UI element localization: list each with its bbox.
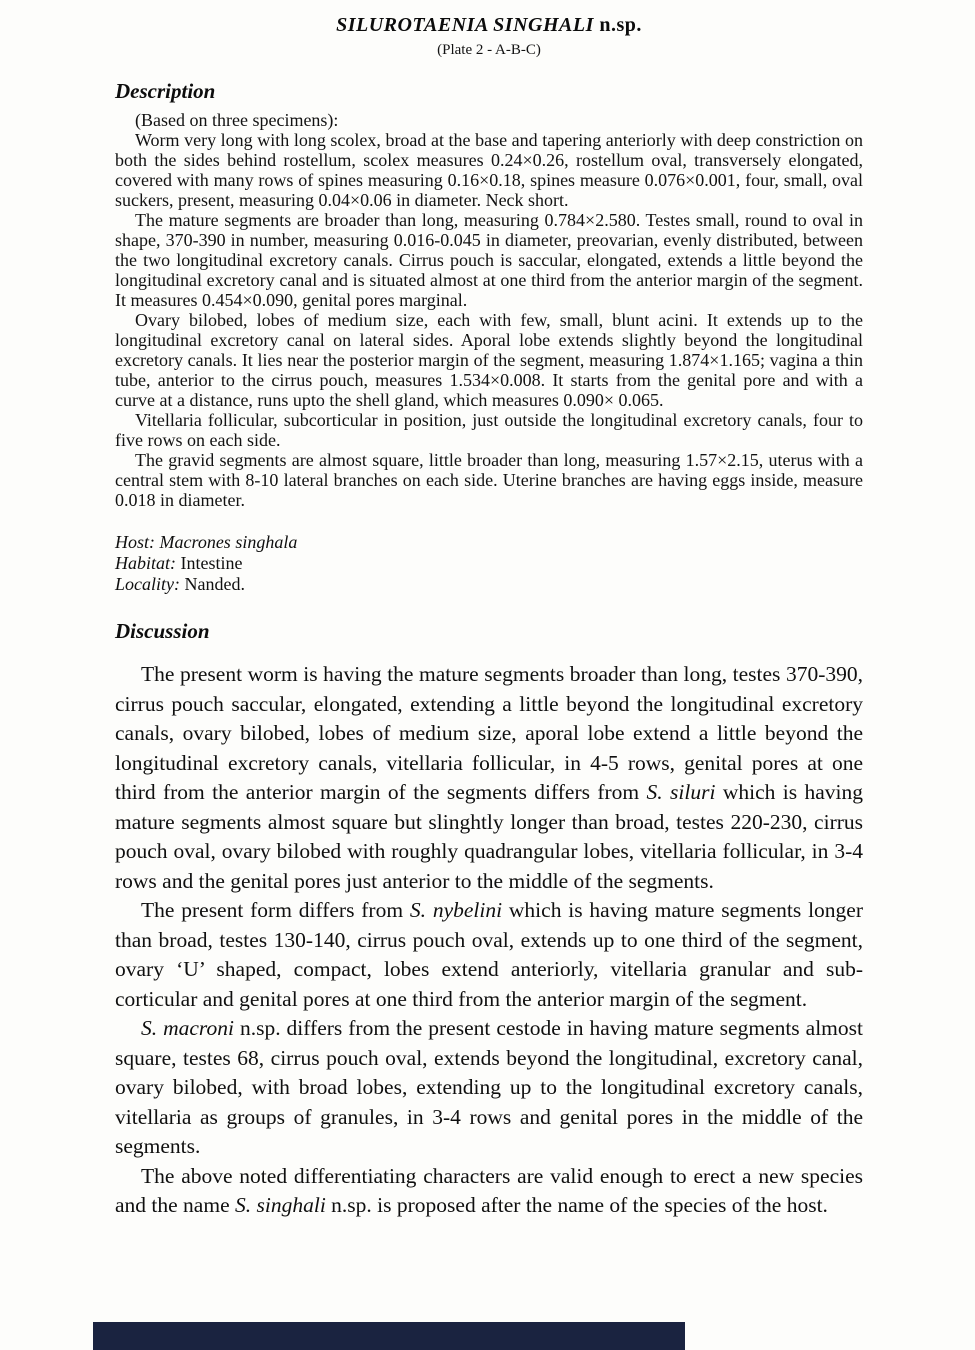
locality-label: Locality:	[115, 574, 180, 594]
description-section	[115, 110, 863, 510]
species-ref-siluri: S. siluri	[646, 780, 716, 804]
discussion-paragraph-2	[115, 896, 863, 1014]
host-habitat-locality-block	[115, 532, 863, 595]
page-content	[115, 10, 863, 1221]
discussion-p1-text-cont: which is having mature segments almost square but slinghtly longer than broad, testes 220-230, cirrus pouch oval, ovary bilobed with roughly quadrangular lobes, vitellaria follicular, in 3-4 rows and the genital pores just anterior to the middle of the segments.	[115, 780, 863, 893]
discussion-paragraph-4	[115, 1162, 863, 1221]
locality-value: Nanded.	[180, 574, 245, 594]
discussion-p4-text: The above noted differentiating characters are valid enough to erect a new species and the name	[115, 1163, 863, 1217]
host-value: Macrones singhala	[155, 532, 298, 552]
species-ref-macroni: S. macroni	[141, 1016, 234, 1040]
habitat-label: Habitat:	[115, 553, 176, 573]
discussion-p4-text-cont: n.sp. is proposed after the name of the species of the host.	[325, 1193, 828, 1217]
plate-reference: (Plate 2 - A-B-C)	[437, 42, 541, 58]
species-ref-singhali: S. singhali	[235, 1193, 326, 1217]
habitat-value: Intestine	[176, 553, 243, 573]
description-paragraph-2: The mature segments are broader than long, measuring 0.784×2.580. Testes small, round to oval in shape, 370-390 in number, measuring 0.016-0.045 in diameter, preovarian, evenly distributed, between the two longitudinal excretory canals. Cirrus pouch is saccular, elongated, extends a little beyond the longitudinal excretory canal and is situated almost at one third from the anterior margin of the segment. It measures 0.454×0.090, genital pores marginal.	[115, 210, 863, 310]
discussion-p1-text: The present worm is having the mature segments broader than long, testes 370-390, cirrus pouch saccular, elongated, extending a little beyond the longitudinal excretory canals, ovary bilobed, lobes of medium size, aporal lobe extend a little beyond the longitudinal excretory canals, vitellaria follicular, in 4-5 rows, genital pores at one third from the anterior margin of the segments differs from	[115, 662, 863, 804]
discussion-paragraph-3	[115, 1014, 863, 1162]
description-paragraph-5: The gravid segments are almost square, little broader than long, measuring 1.57×2.15, uterus with a central stem with 8-10 lateral branches on each side. Uterine branches are having eggs inside, measure 0.018 in diameter.	[115, 450, 863, 510]
discussion-p3-text: n.sp. differs from the present cestode in having mature segments almost square, testes 68, cirrus pouch oval, extends beyond the longitudinal, excretory canal, ovary bilobed, with broad lobes, extending up to the longitudinal excretory canals, vitellaria as groups of granules, in 3-4 rows and genital pores in the middle of the segments.	[115, 1016, 863, 1158]
discussion-paragraph-1	[115, 660, 863, 896]
host-label: Host:	[115, 532, 155, 552]
scan-artifact-bar	[93, 1322, 685, 1350]
habitat-line	[115, 553, 863, 574]
locality-line	[115, 574, 863, 595]
discussion-p2-text-cont: which is having mature segments longer than broad, testes 130-140, cirrus pouch oval, extends up to one third of the segment, ovary ‘U’ shaped, compact, lobes extend anteriorly, vitellaria granular and sub-corticular and genital pores at one third from the anterior margin of the segment.	[115, 898, 863, 1011]
paper-title	[115, 14, 863, 37]
description-paragraph-1: Worm very long with long scolex, broad at the base and tapering anteriorly with deep constriction on both the sides behind rostellum, scolex measures 0.24×0.26, rostellum oval, transversely elongated, covered with many rows of spines measuring 0.16×0.18, spines measure 0.076×0.001, four, small, oval suckers, present, measuring 0.04×0.06 in diameter. Neck short.	[115, 130, 863, 210]
discussion-heading: Discussion	[115, 619, 210, 643]
host-line	[115, 532, 863, 553]
discussion-p2-text: The present form differs from	[141, 898, 410, 922]
description-paragraph-4: Vitellaria follicular, subcorticular in position, just outside the longitudinal excretory canals, four to five rows on each side.	[115, 410, 863, 450]
based-on-line: (Based on three specimens):	[135, 110, 339, 130]
species-name-title: SILUROTAENIA SINGHALI	[336, 14, 594, 36]
description-heading: Description	[115, 79, 216, 103]
title-suffix: n.sp.	[593, 14, 642, 36]
species-ref-nybelini: S. nybelini	[409, 898, 503, 922]
description-paragraph-3: Ovary bilobed, lobes of medium size, each with few, small, blunt acini. It extends up to the longitudinal excretory canal on lateral sides. Aporal lobe extends slightly beyond the longitudinal excretory canals. It lies near the posterior margin of the segment, measuring 1.874×1.165; vagina a thin tube, anterior to the cirrus pouch, measures 1.534×0.008. It starts from the genital pore and with a curve at a distance, runs upto the shell gland, which measures 0.090× 0.065.	[115, 310, 863, 410]
discussion-section	[115, 660, 863, 1221]
